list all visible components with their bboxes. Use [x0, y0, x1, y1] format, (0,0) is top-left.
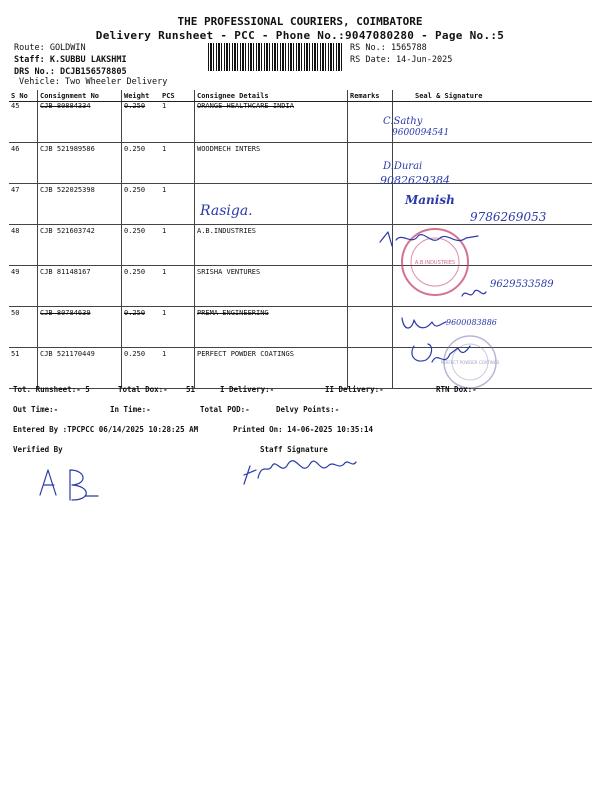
total-pod: Total POD:-	[200, 405, 250, 414]
cell-consignee: WOODMECH INTERS	[195, 143, 348, 184]
header-consignee: Consignee Details	[195, 90, 348, 102]
stamp-51-text: PERFECT POWDER COATINGS	[440, 360, 500, 365]
cell-weight: 0.250	[122, 143, 161, 184]
cell-weight: 0.250	[122, 307, 161, 348]
cell-sno: 49	[9, 266, 38, 307]
cell-pcs: 1	[160, 225, 195, 266]
cell-consignment: CJB 521989586	[38, 143, 122, 184]
cell-sno: 46	[9, 143, 38, 184]
cell-weight: 0.250	[122, 102, 161, 143]
cell-sno: 48	[9, 225, 38, 266]
cell-sno: 47	[9, 184, 38, 225]
consignee47-handwritten: Rasiga.	[200, 203, 253, 219]
cell-sno: 51	[9, 348, 38, 389]
staff: Staff: K.SUBBU LAKSHMI	[14, 55, 127, 65]
sig45-phone: 9600094541	[392, 128, 450, 138]
sig47-phone: 9786269053	[470, 210, 547, 224]
cell-weight: 0.250	[122, 266, 161, 307]
cell-consignee: PREMA ENGINEERING	[195, 307, 348, 348]
sig45-name: C.Sathy	[383, 116, 423, 127]
cell-pcs: 1	[160, 143, 195, 184]
cell-pcs: 1	[160, 266, 195, 307]
verified-by: Verified By	[13, 445, 63, 454]
entered-by: Entered By :TPCPCC 06/14/2025 10:28:25 AM	[13, 425, 199, 434]
sig50-phone: 9600083886	[446, 318, 497, 327]
document-subtitle: Delivery Runsheet - PCC - Phone No.:9047080280 - Page No.:5	[95, 29, 505, 42]
header-pcs: PCS	[160, 90, 195, 102]
cell-consignment: CJB 80784639	[38, 307, 122, 348]
total-dox-value: 51	[186, 385, 196, 394]
cell-sno: 45	[9, 102, 38, 143]
route: Route: GOLDWIN	[14, 43, 86, 53]
rs-number: RS No.: 1565788	[350, 43, 427, 53]
delvy-points: Delvy Points:-	[276, 405, 340, 414]
header-remarks: Remarks	[348, 90, 393, 102]
company-stamp-51	[441, 336, 500, 388]
company-stamp-48	[402, 229, 468, 295]
cell-weight: 0.250	[122, 348, 161, 389]
cell-weight: 0.250	[122, 184, 161, 225]
verified-initials	[40, 470, 98, 500]
rs-date: RS Date: 14-Jun-2025	[350, 55, 453, 65]
sig49-scribble	[462, 290, 486, 296]
sig47-name: Manish	[405, 193, 455, 207]
cell-consignment: CJB 80884334	[38, 102, 122, 143]
cell-consignee: SRISHA VENTURES	[195, 266, 348, 307]
in-time: In Time:-	[110, 405, 151, 414]
vehicle: Vehicle: Two Wheeler Delivery	[19, 77, 168, 87]
cell-consignee: PERFECT POWDER COATINGS	[195, 348, 348, 389]
cell-consignment: CJB 521603742	[38, 225, 122, 266]
total-dox-label: Total Dox:-	[118, 385, 168, 394]
header-signature: Seal & Signature	[393, 90, 593, 102]
staff-signature-label: Staff Signature	[260, 445, 328, 454]
rtn-dox: RTN Dox:-	[436, 385, 477, 394]
cell-pcs: 1	[160, 102, 195, 143]
i-delivery: I Delivery:-	[220, 385, 275, 394]
document-title: THE PROFESSIONAL COURIERS, COIMBATORE	[177, 15, 423, 28]
sig46-phone: 9082629384	[380, 174, 450, 187]
cell-consignment: CJB 522025398	[38, 184, 122, 225]
cell-consignment: CJB 521170449	[38, 348, 122, 389]
printed-on: Printed On: 14-06-2025 10:35:14	[233, 425, 373, 434]
cell-consignment: CJB 81148167	[38, 266, 122, 307]
drs-number: DRS No.: DCJB156578805	[14, 67, 127, 77]
sig49-phone: 9629533589	[490, 279, 554, 290]
out-time: Out Time:-	[13, 405, 59, 414]
cell-consignee: ORANGE HEALTHCARE INDIA	[195, 102, 348, 143]
cell-consignee: A.B.INDUSTRIES	[195, 225, 348, 266]
cell-pcs: 1	[160, 307, 195, 348]
header-sno: S No	[9, 90, 38, 102]
ii-delivery: II Delivery:-	[325, 385, 384, 394]
sig50-scribble	[402, 318, 446, 328]
sig46-name: D.Durai	[383, 161, 423, 172]
cell-sno: 50	[9, 307, 38, 348]
cell-weight: 0.250	[122, 225, 161, 266]
cell-pcs: 1	[160, 184, 195, 225]
staff-signature-scribble	[244, 461, 356, 484]
stamp-48-text: A.B.INDUSTRIES	[414, 260, 456, 266]
cell-pcs: 1	[160, 348, 195, 389]
header-weight: Weight	[122, 90, 161, 102]
tot-runsheet: Tot. Runsheet:- 5	[13, 385, 90, 394]
header-consignment: Consignment No	[38, 90, 122, 102]
